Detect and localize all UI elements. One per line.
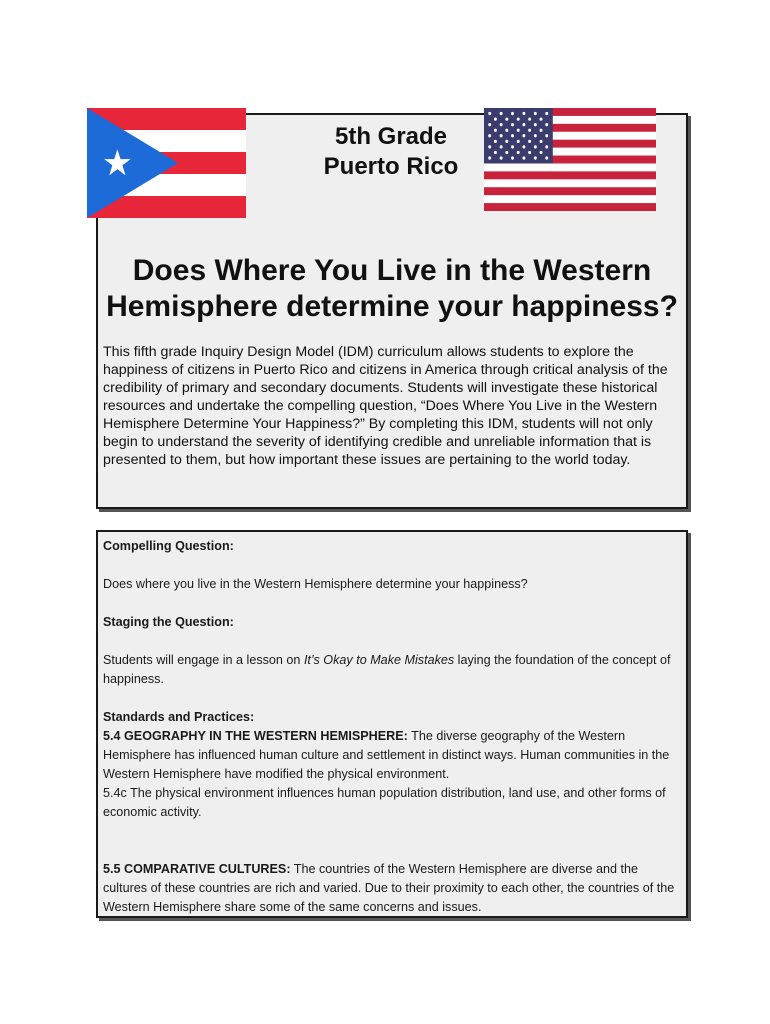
- puerto-rico-flag-icon: [87, 108, 246, 218]
- staging-question-heading: Staging the Question:: [103, 615, 234, 629]
- compelling-question-heading: Compelling Question:: [103, 539, 234, 553]
- standards-heading: Standards and Practices:: [103, 710, 255, 724]
- staging-text-end: laying the foundation of the concept of happiness.: [103, 653, 671, 686]
- standard-5-4-text: The diverse geography of the Western Hemisphere has influenced human culture and settlement in distinct ways. Human communities in the Western Hemisphere have modified the physical environment.: [103, 729, 670, 781]
- us-flag-icon: [484, 108, 656, 211]
- staging-question-text: [103, 651, 683, 689]
- standard-5-5: [103, 860, 683, 917]
- location-label: Puerto Rico: [323, 153, 459, 180]
- compelling-question-text: Does where you live in the Western Hemisphere determine your happiness?: [103, 577, 528, 591]
- grade-heading: [300, 122, 482, 182]
- standard-5-4c: 5.4c The physical environment influences human population distribution, land use, and other forms of economic activity.: [103, 786, 666, 819]
- standard-5-5-text: The countries of the Western Hemisphere are diverse and the cultures of these countries are rich and varied. Due to their proximity to each other, the countries of the Western Hemisphere share some of the same concerns and issues.: [103, 862, 675, 914]
- lesson-title: It’s Okay to Make Mistakes: [303, 653, 455, 667]
- staging-text-start: Students will engage in a lesson on: [103, 653, 304, 667]
- grade-label: 5th Grade: [334, 123, 448, 150]
- standard-5-4-label: 5.4 GEOGRAPHY IN THE WESTERN HEMISPHERE:: [103, 729, 408, 743]
- details-content: [103, 537, 683, 917]
- intro-paragraph: This fifth grade Inquiry Design Model (IDM) curriculum allows students to explore the happiness of citizens in Puerto Rico and citizens in America through critical analysis of the credibility of primary and secondary documents. Students will investigate these historical resources and undertake the compelling question, “Does Where You Live in the Western Hemisphere Determine Your Happiness?” By completing this IDM, students will not only begin to understand the severity of identifying credible and unreliable information that is presented to them, but how important these issues are pertaining to the world today.: [103, 344, 668, 468]
- page-title: Does Where You Live in the Western Hemisphere determine your happiness?: [106, 254, 678, 323]
- standard-5-5-label: 5.5 COMPARATIVE CULTURES:: [103, 862, 291, 876]
- standard-5-4: [103, 727, 683, 784]
